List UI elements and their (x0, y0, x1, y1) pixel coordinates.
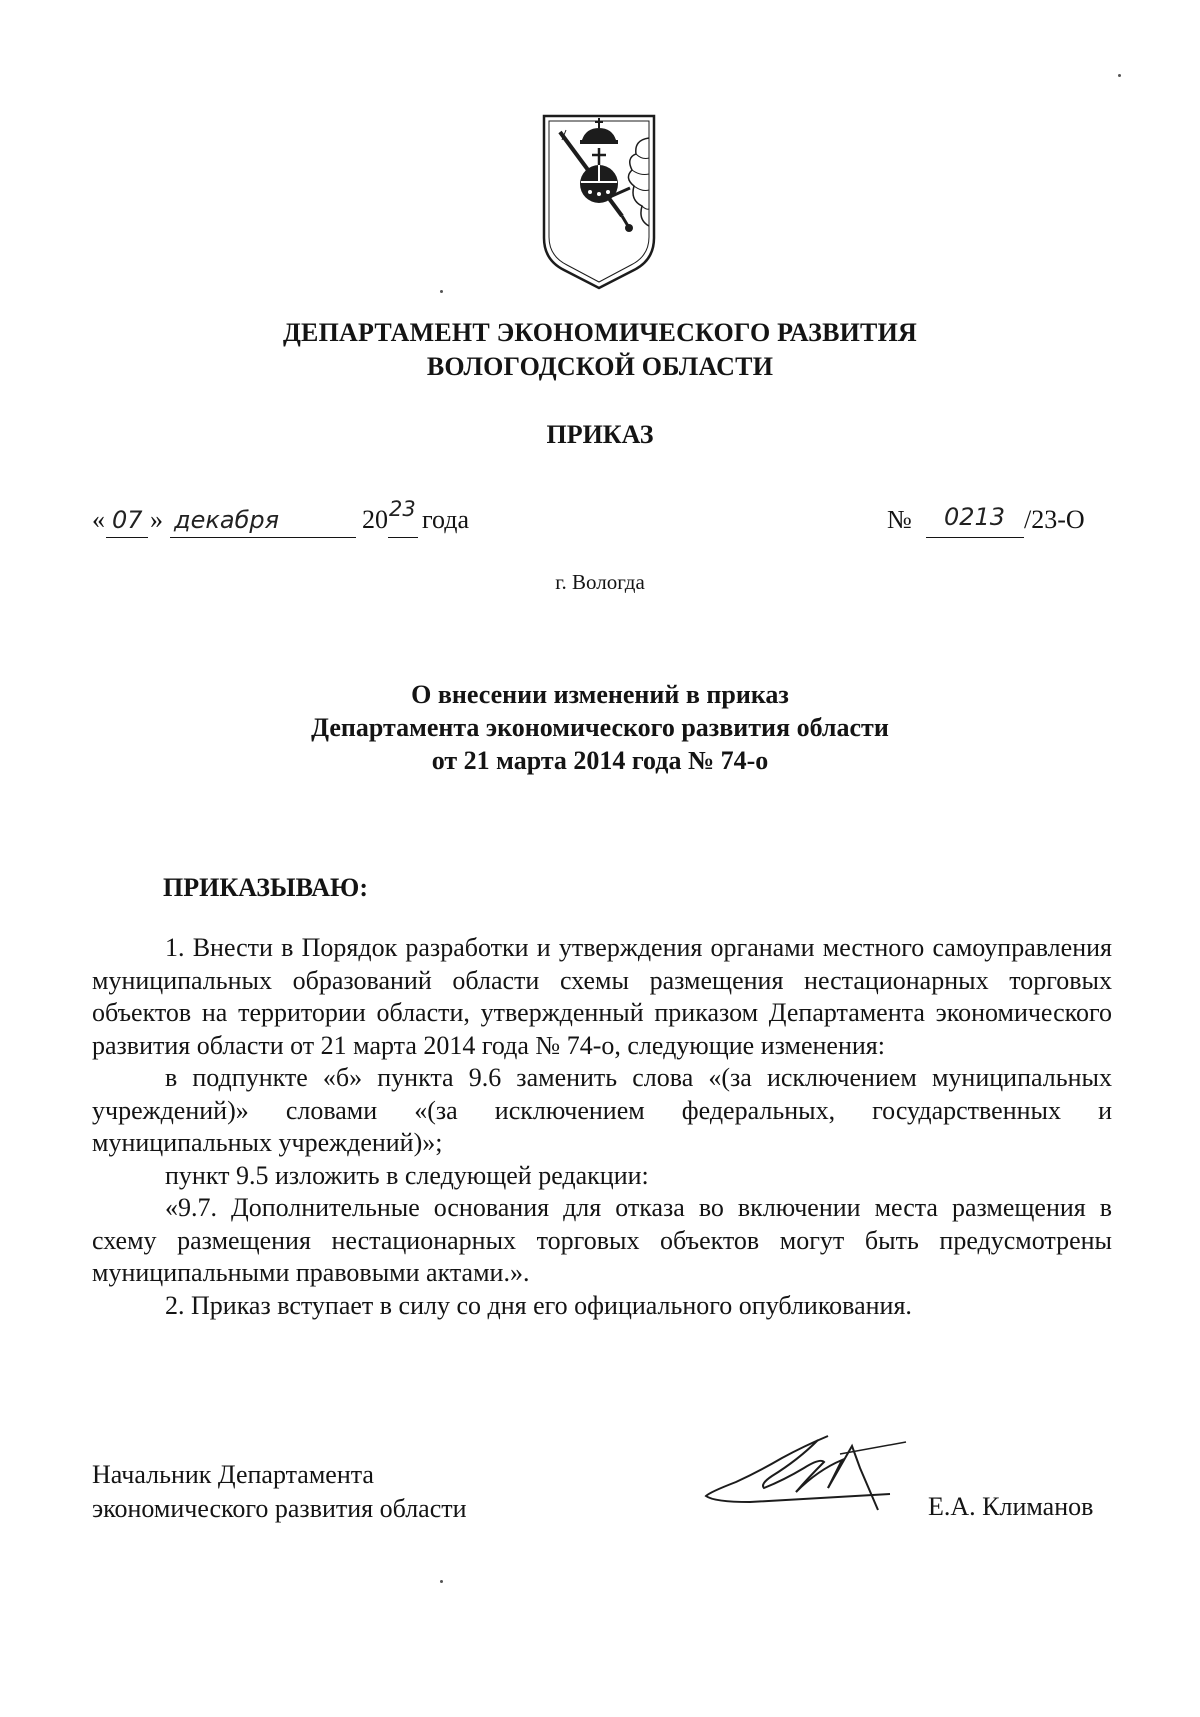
department-title-line1: ДЕПАРТАМЕНТ ЭКОНОМИЧЕСКОГО РАЗВИТИЯ (282, 318, 918, 347)
subject-line2: Департамента экономического развития области (311, 713, 889, 742)
number-value: 0213 (944, 503, 1006, 531)
date-close-quote: » (150, 505, 163, 534)
date-month: декабря (174, 506, 280, 534)
scan-speck (1118, 74, 1121, 77)
subject-line3: от 21 марта 2014 года № 74-о (431, 746, 769, 775)
signatory-title (92, 1458, 467, 1526)
date-day-field (106, 505, 148, 538)
date-day: 07 (112, 506, 143, 534)
date-year-prefix: 20 (362, 505, 388, 534)
date-number-row (92, 497, 1112, 541)
department-title-line2: ВОЛОГОДСКОЙ ОБЛАСТИ (426, 352, 774, 381)
paragraph-4: «9.7. Дополнительные основания для отказа во включении места размещения в схему размещения нестационарных торговых объектов могут быть предусмотрены муниципальными правовыми актами.». (92, 1193, 1112, 1287)
number-field (926, 505, 1024, 538)
city: г. Вологда (555, 570, 645, 594)
coat-of-arms-icon (538, 110, 660, 290)
number-suffix: /23-О (1024, 505, 1085, 534)
paragraph-5: 2. Приказ вступает в силу со дня его официального опубликования. (165, 1290, 912, 1320)
date-year-field (388, 497, 418, 538)
scan-speck (440, 290, 443, 293)
number-sign: № (887, 505, 912, 534)
paragraph-1: 1. Внести в Порядок разработки и утверждения органами местного самоуправления муниципальных образований области схемы размещения нестационарных торговых объектов на территории области, утвержденный приказом Департамента экономического развития области от 21 марта 2014 года № 74-о, следующие изменения: (92, 933, 1112, 1060)
handwritten-signature-icon (700, 1428, 910, 1518)
signatory-title-line2: экономического развития области (92, 1494, 467, 1523)
date-open-quote: « (92, 505, 105, 534)
date-year-word: года (422, 505, 470, 534)
signatory-name: Е.А. Климанов (928, 1492, 1094, 1521)
order-body (92, 932, 1112, 1322)
order-heading: ПРИКАЗЫВАЮ: (163, 873, 368, 902)
date-year-suffix: 23 (389, 497, 416, 521)
document-type: ПРИКАЗ (546, 420, 654, 449)
paragraph-2: в подпункте «б» пункта 9.6 заменить слова «(за исключением муниципальных учреждений)» словами «(за исключением федеральных, государственных и муниципальных учреждений)»; (92, 1063, 1112, 1157)
paragraph-3: пункт 9.5 изложить в следующей редакции: (165, 1160, 649, 1190)
subject-line1: О внесении изменений в приказ (411, 680, 789, 709)
date-month-field (170, 505, 356, 538)
scan-speck (440, 1580, 443, 1583)
signatory-title-line1: Начальник Департамента (92, 1460, 374, 1489)
